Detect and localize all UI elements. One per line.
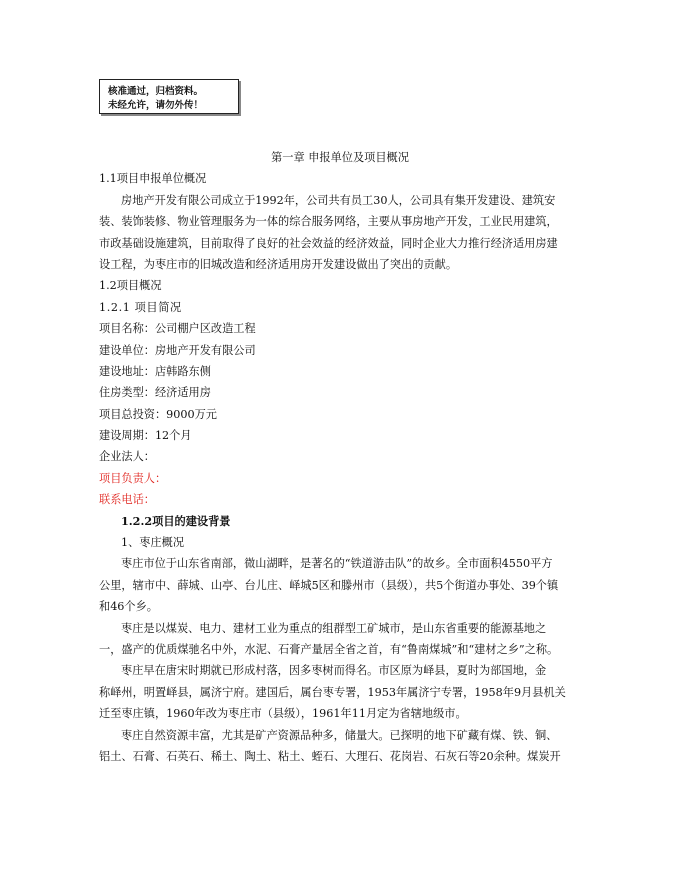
paragraph-line: 枣庄早在唐宋时期就已形成村落，因多枣树而得名。市区原为峄县，夏时为部国地，金 (121, 664, 547, 678)
list-item-heading: 1、枣庄概况 (121, 536, 185, 550)
sub-heading-1-2-1: 1.2.1 项目简况 (99, 300, 182, 314)
paragraph-line: 公里，辖市中、薛城、山亭、台儿庄、峄城5区和滕州市（县级），共5个街道办事处、39个镇 (99, 578, 559, 592)
field-project-lead: 项目负责人： (99, 471, 167, 485)
field-address: 建设地址：店韩路东侧 (99, 364, 211, 378)
notice-line-2: 未经允许，请勿外传！ (108, 100, 204, 111)
field-period: 建设周期：12个月 (99, 429, 192, 443)
notice-line-1: 核准通过，归档资料。 (108, 86, 204, 97)
field-investment: 项目总投资：9000万元 (99, 407, 217, 421)
field-builder: 建设单位：房地产开发有限公司 (99, 343, 256, 357)
paragraph-line: 装、装饰装修、物业管理服务为一体的综合服务网络，主要从事房地产开发，工业民用建筑， (99, 215, 558, 229)
paragraph-line: 枣庄市位于山东省南部，微山湖畔，是著名的“铁道游击队”的故乡。全市面积4550平方 (121, 557, 553, 571)
paragraph-line: 称峄州，明置峄县，属济宁府。建国后，属台枣专署，1953年属济宁专署，1958年9月县机关 (99, 685, 566, 699)
section-heading-1-1: 1.1项目申报单位概况 (99, 172, 207, 186)
paragraph-line: 一，盛产的优质煤驰名中外，水泥、石膏产量居全省之首，有“鲁南煤城”和“建材之乡”之称。 (99, 642, 559, 656)
field-legal-person: 企业法人： (99, 450, 155, 464)
document-body (99, 147, 581, 767)
paragraph-line: 市政基础设施建筑，目前取得了良好的社会效益的经济效益，同时企业大力推行经济适用房建 (99, 236, 558, 250)
chapter-title: 第一章 申报单位及项目概况 (271, 151, 409, 164)
field-contact-phone: 联系电话： (99, 493, 155, 507)
section-heading-1-2: 1.2项目概况 (99, 279, 162, 293)
paragraph-line: 房地产开发有限公司成立于1992年，公司共有员工30人，公司具有集开发建设、建筑安 (121, 193, 556, 207)
paragraph-line: 枣庄自然资源丰富，尤其是矿产资源品种多，储量大。已探明的地下矿藏有煤、铁、铜、 (121, 728, 558, 742)
section-heading-1-2-2: 1.2.2项目的建设背景 (121, 513, 231, 528)
paragraph-line: 和46个乡。 (99, 600, 158, 614)
paragraph-line: 设工程，为枣庄市的旧城改造和经济适用房开发建设做出了突出的贡献。 (99, 257, 458, 271)
paragraph-line: 枣庄是以煤炭、电力、建材工业为重点的组群型工矿城市，是山东省重要的能源基地之 (121, 621, 547, 635)
paragraph-line: 迁至枣庄镇，1960年改为枣庄市（县级），1961年11月定为省辖地级市。 (99, 707, 467, 721)
field-project-name: 项目名称：公司棚户区改造工程 (99, 322, 256, 336)
paragraph-line: 铝土、石膏、石英石、稀土、陶土、粘土、蛭石、大理石、花岗岩、石灰石等20余种。煤炭开 (99, 749, 561, 763)
field-housing-type: 住房类型：经济适用房 (99, 386, 211, 400)
notice-box (99, 79, 239, 114)
